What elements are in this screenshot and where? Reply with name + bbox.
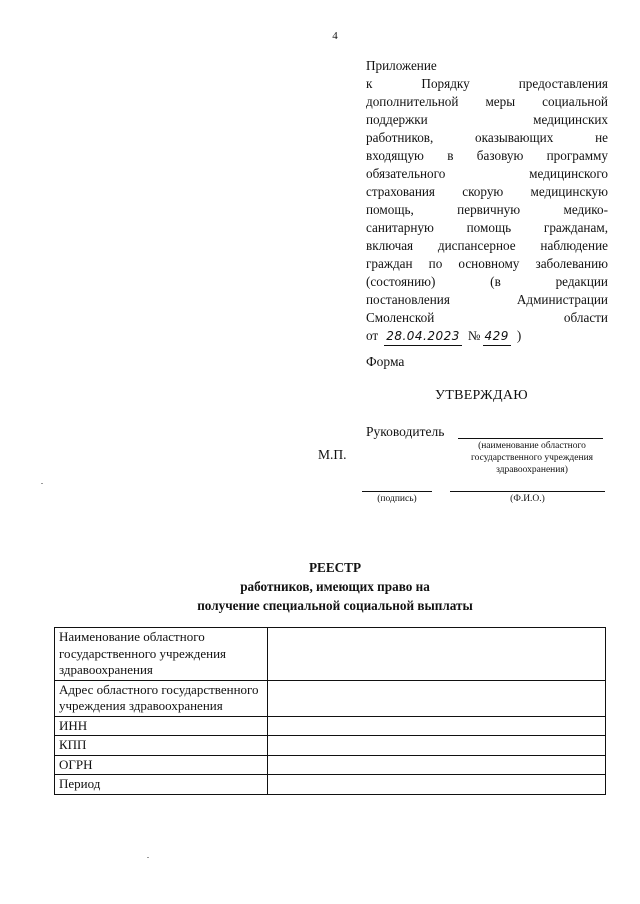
appendix-line <box>366 57 608 75</box>
appendix-line <box>366 201 608 219</box>
appendix-word: страхования <box>366 184 435 199</box>
table-row <box>55 716 606 736</box>
table-row <box>55 680 606 716</box>
appendix-word: входящую <box>366 148 424 163</box>
appendix-word: Приложение <box>366 58 437 73</box>
number-sign: № <box>467 328 481 343</box>
row-value[interactable] <box>268 736 606 756</box>
appendix-word: поддержки <box>366 112 428 127</box>
appendix-word: в <box>447 148 454 163</box>
appendix-word: санитарную <box>366 220 434 235</box>
appendix-date-line <box>366 327 608 346</box>
appendix-word: базовую <box>476 148 524 163</box>
appendix-line <box>366 309 608 327</box>
signature-line[interactable] <box>362 491 432 492</box>
table-row <box>55 736 606 756</box>
appendix-line <box>366 219 608 237</box>
appendix-line <box>366 165 608 183</box>
appendix-word: области <box>563 310 608 325</box>
handwritten-date: 28.04.2023 <box>384 327 462 346</box>
row-label: Наименование областного государственного учреждения здравоохранения <box>55 628 268 681</box>
appendix-word: первичную <box>457 202 521 217</box>
fio-caption: (Ф.И.О.) <box>510 494 545 504</box>
row-value[interactable] <box>268 628 606 681</box>
appendix-line <box>366 255 608 273</box>
appendix-word: медицинскую <box>530 184 608 199</box>
appendix-word: предоставления <box>518 76 608 91</box>
appendix-line <box>366 237 608 255</box>
appendix-word: редакции <box>555 274 608 289</box>
appendix-word: не <box>595 130 608 145</box>
appendix-word: социальной <box>542 94 608 109</box>
appendix-word: помощь <box>466 220 512 235</box>
form-label: Форма <box>366 354 405 369</box>
appendix-word: Порядку <box>421 76 470 91</box>
row-value[interactable] <box>268 716 606 736</box>
table-row <box>55 628 606 681</box>
row-value[interactable] <box>268 775 606 795</box>
date-suffix: ) <box>516 328 522 343</box>
row-label: Период <box>55 775 268 795</box>
scan-speck <box>147 857 149 858</box>
appendix-word: (состоянию) <box>366 274 436 289</box>
appendix-word: медицинских <box>533 112 608 127</box>
fio-line[interactable] <box>450 491 605 492</box>
appendix-line <box>366 75 608 93</box>
appendix-line <box>366 111 608 129</box>
appendix-word: диспансерное <box>437 238 516 253</box>
appendix-word: заболеванию <box>535 256 608 271</box>
appendix-lines <box>366 57 608 327</box>
row-label: КПП <box>55 736 268 756</box>
appendix-word: постановления <box>366 292 450 307</box>
appendix-header <box>366 57 608 346</box>
row-label: ОГРН <box>55 755 268 775</box>
appendix-word: Администрации <box>516 292 608 307</box>
appendix-word: наблюдение <box>540 238 608 253</box>
appendix-word: по <box>428 256 443 271</box>
appendix-word: работников, <box>366 130 434 145</box>
appendix-word: оказывающих <box>475 130 554 145</box>
row-value[interactable] <box>268 755 606 775</box>
signature-caption: (подпись) <box>377 494 417 504</box>
title-line-3: получение специальной социальной выплаты <box>197 598 473 613</box>
appendix-word: основному <box>458 256 520 271</box>
date-prefix: от <box>366 328 379 343</box>
appendix-word: к <box>366 76 373 91</box>
register-title <box>0 558 640 615</box>
appendix-word: помощь, <box>366 202 414 217</box>
appendix-line <box>366 93 608 111</box>
appendix-word: медико- <box>563 202 608 217</box>
row-value[interactable] <box>268 680 606 716</box>
appendix-line <box>366 273 608 291</box>
appendix-word: граждан <box>366 256 413 271</box>
table-row <box>55 755 606 775</box>
approval-heading: УТВЕРЖДАЮ <box>435 388 528 403</box>
appendix-line <box>366 147 608 165</box>
appendix-word: меры <box>485 94 516 109</box>
head-name-line[interactable] <box>458 438 603 439</box>
appendix-word: обязательного <box>366 166 446 181</box>
appendix-word: гражданам, <box>543 220 608 235</box>
row-label: Адрес областного государственного учреждения здравоохранения <box>55 680 268 716</box>
title-line-2: работников, имеющих право на <box>240 579 430 594</box>
appendix-line <box>366 129 608 147</box>
stamp-label: М.П. <box>318 447 347 462</box>
table-row <box>55 775 606 795</box>
title-line-1: РЕЕСТР <box>308 560 362 575</box>
appendix-line <box>366 291 608 309</box>
row-label: ИНН <box>55 716 268 736</box>
register-table <box>54 627 606 795</box>
appendix-line <box>366 183 608 201</box>
appendix-word: медицинского <box>529 166 608 181</box>
page-number: 4 <box>332 30 338 42</box>
appendix-word: дополнительной <box>366 94 459 109</box>
appendix-word: скорую <box>462 184 504 199</box>
appendix-word: (в <box>490 274 501 289</box>
appendix-word: включая <box>366 238 414 253</box>
head-label: Руководитель <box>366 424 445 439</box>
scan-speck <box>41 483 43 484</box>
handwritten-number: 429 <box>483 327 511 346</box>
appendix-word: программу <box>546 148 608 163</box>
appendix-word: Смоленской <box>366 310 435 325</box>
org-name-caption: (наименование областного государственного учреждения здравоохранения) <box>470 441 594 475</box>
